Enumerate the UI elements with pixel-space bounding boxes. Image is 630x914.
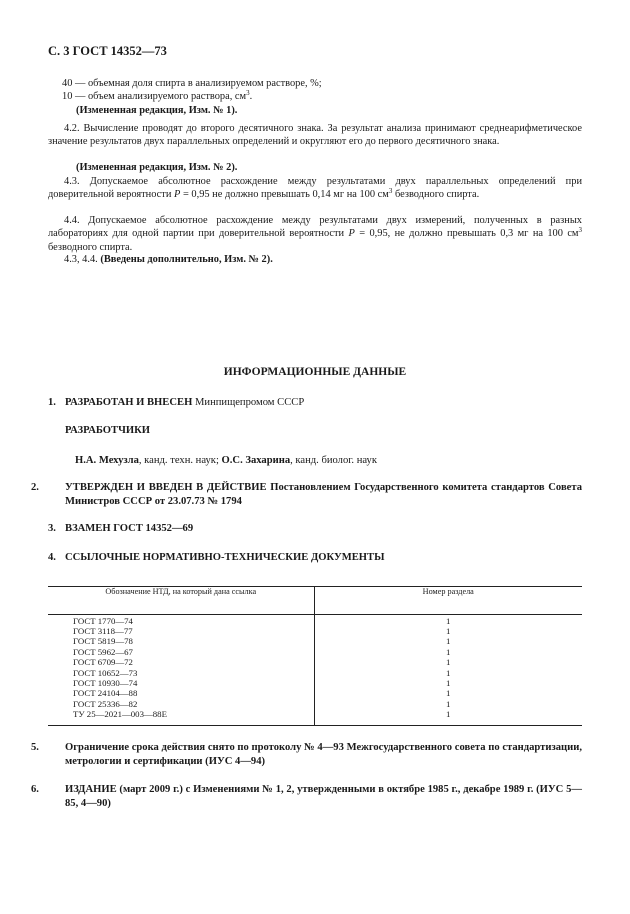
table-row: ГОСТ 1770—74 1 [48, 616, 582, 626]
section-1: 1. РАЗРАБОТАН И ВНЕСЕН Минпищепромом СССР [48, 397, 305, 408]
legend-item-10: 10 — объем анализируемого раствора, $см^3$. [62, 89, 253, 103]
table-row: ГОСТ 10930—74 1 [48, 678, 582, 688]
column-header-document: Обозначение НТД, на который дана ссылка [48, 587, 314, 615]
references-table [48, 586, 582, 726]
formula-legend [48, 77, 582, 117]
paragraph-4-2: 4.2. Вычисление проводят до второго десятичного знака. За результат анализа принимают среднеарифметическое значение результатов двух параллельных определений и округляют его до первого десятичного знака. [48, 123, 582, 148]
table-row: ГОСТ 10652—73 1 [48, 668, 582, 678]
developers-heading: РАЗРАБОТЧИКИ [65, 425, 151, 436]
paragraph-4-3: 4.3. Допускаемое абсолютное расхождение между результатами двух параллельных определений при доверительной вероятности P = 0,95 не должно превышать 0,14 мг на 100 $см^3$ безводного спирта. [48, 176, 582, 201]
table-row: ГОСТ 5962—67 1 [48, 647, 582, 657]
table-row: ГОСТ 25336—82 1 [48, 699, 582, 709]
revision-note-1: (Измененная редакция, Изм. № 1). [76, 104, 238, 116]
table-row: ГОСТ 5819—78 1 [48, 636, 582, 646]
info-title: ИНФОРМАЦИОННЫЕ ДАННЫЕ [223, 366, 407, 378]
developers-list: Н.А. Мехузла, канд. техн. наук; О.С. Захарина, канд. биолог. наук [75, 455, 377, 466]
revision-note-2-wrap [48, 161, 582, 174]
section-3: 3. ВЗАМЕН ГОСТ 14352—69 [48, 523, 194, 534]
section-4: 4. ССЫЛОЧНЫЕ НОРМАТИВНО-ТЕХНИЧЕСКИЕ ДОКУМЕНТЫ [48, 552, 385, 563]
legend-item-40: 40 — объемная доля спирта в анализируемом растворе, %; [62, 78, 322, 89]
table-row: ГОСТ 3118—77 1 [48, 626, 582, 636]
revision-note-2: (Измененная редакция, Изм. № 2). [76, 162, 238, 173]
column-header-section: Номер раздела [314, 587, 582, 615]
section-6: 6. ИЗДАНИЕ (март 2009 г.) с Изменениями № 1, 2, утвержденными в октябре 1985 г., декабре 1989 г. (ИУС 5—85, 4—90) [31, 784, 582, 809]
section-2: 2. УТВЕРЖДЕН И ВВЕДЕН В ДЕЙСТВИЕ Постановлением Государственного комитета стандартов Совета Министров СССР от 23.07.73 № 1794 [31, 482, 583, 507]
table-row: ГОСТ 24104—88 1 [48, 688, 582, 698]
table-row: ГОСТ 6709—72 1 [48, 657, 582, 667]
paragraph-4-3-4-4: 4.3, 4.4. (Введены дополнительно, Изм. № 2). [64, 254, 273, 265]
paragraph-4-4: 4.4. Допускаемое абсолютное расхождение между результатами двух измерений, полученных в разных лабораториях для одной партии при доверительной вероятности P = 0,95, не должно превышать 0,3 мг на 100 $см^3$ безводного спирта. [48, 215, 583, 253]
table-row: ТУ 25—2021—003—88Е 1 [48, 709, 582, 719]
page-header: С. 3 ГОСТ 14352—73 [48, 44, 167, 58]
table-header-row [48, 587, 582, 615]
section-5: 5. Ограничение срока действия снято по протоколу № 4—93 Межгосударственного совета по стандартизации, метрологии и сертификации (ИУС 4—94) [31, 742, 582, 767]
